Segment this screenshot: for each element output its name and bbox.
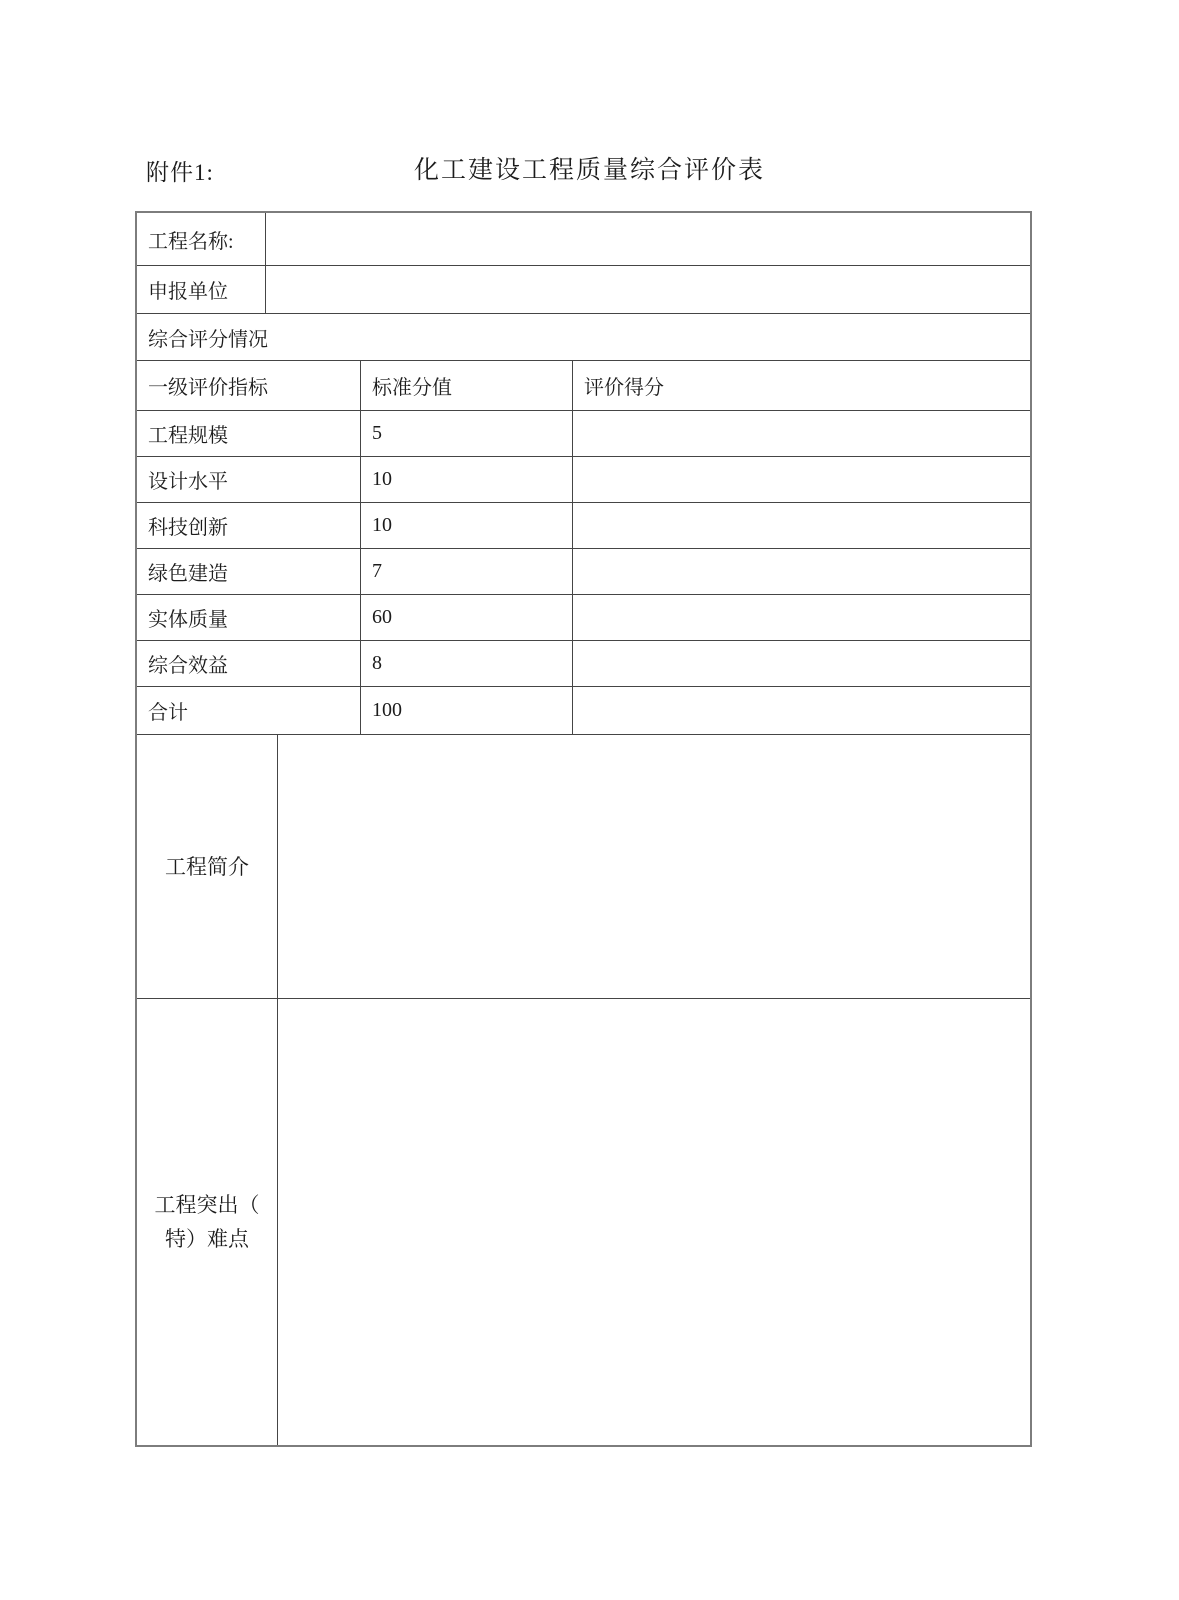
indicator-label: 科技创新: [148, 517, 228, 539]
project-difficulties-label: [137, 999, 277, 1445]
project-intro-input-cell[interactable]: [277, 735, 1030, 998]
standard-score-value: 10: [360, 457, 572, 502]
evaluation-score-input-cell[interactable]: [572, 549, 1030, 594]
table-row-project-difficulties: [137, 998, 1030, 1445]
table-row-score: [137, 548, 1030, 594]
column-header-evaluation-score: 评价得分: [572, 361, 1030, 410]
total-label: 合计: [148, 702, 188, 724]
indicator-label: 设计水平: [148, 471, 228, 493]
difficulties-label-line2: 特）难点: [165, 1227, 249, 1251]
evaluation-score-input-cell[interactable]: [572, 641, 1030, 686]
score-table-header-row: [137, 360, 1030, 410]
declaring-unit-input-cell[interactable]: [265, 266, 1030, 313]
indicator-label: 工程规模: [148, 425, 228, 447]
declaring-unit-label: 申报单位: [148, 281, 228, 303]
standard-score-value: 60: [360, 595, 572, 640]
section-header-label: 综合评分情况: [148, 328, 268, 351]
table-row-total: [137, 686, 1030, 734]
page-title: 化工建设工程质量综合评价表: [413, 157, 765, 184]
attachment-label: 附件1:: [146, 160, 214, 185]
table-row-score: [137, 594, 1030, 640]
column-header-indicator: 一级评价指标: [148, 377, 268, 399]
standard-score-value: 10: [360, 503, 572, 548]
table-row-score: [137, 502, 1030, 548]
standard-score-value: 5: [360, 411, 572, 456]
document-heading: [0, 150, 1179, 190]
project-intro-label: 工程简介: [165, 854, 249, 879]
project-name-label: 工程名称:: [148, 230, 234, 253]
indicator-label: 绿色建造: [148, 563, 228, 585]
standard-score-value: 7: [360, 549, 572, 594]
table-row-section-header: [137, 313, 1030, 360]
evaluation-score-input-cell[interactable]: [572, 595, 1030, 640]
standard-score-value: 8: [360, 641, 572, 686]
table-row-score: [137, 456, 1030, 502]
table-row-score: [137, 640, 1030, 686]
total-standard-score-value: 100: [360, 687, 572, 734]
project-difficulties-input-cell[interactable]: [277, 999, 1030, 1445]
table-row-project-intro: [137, 734, 1030, 998]
indicator-label: 实体质量: [148, 609, 228, 631]
project-name-input-cell[interactable]: [265, 213, 1030, 265]
table-row-score: [137, 410, 1030, 456]
evaluation-score-input-cell[interactable]: [572, 411, 1030, 456]
difficulties-label-line1: 工程突出（: [154, 1193, 260, 1217]
evaluation-score-input-cell[interactable]: [572, 503, 1030, 548]
total-evaluation-score-input-cell[interactable]: [572, 687, 1030, 734]
table-row-declaring-unit: [137, 265, 1030, 313]
table-row-project-name: [137, 213, 1030, 265]
column-header-standard-score: 标准分值: [360, 361, 572, 410]
indicator-label: 综合效益: [148, 655, 228, 677]
evaluation-score-input-cell[interactable]: [572, 457, 1030, 502]
evaluation-form-table: [135, 211, 1032, 1447]
